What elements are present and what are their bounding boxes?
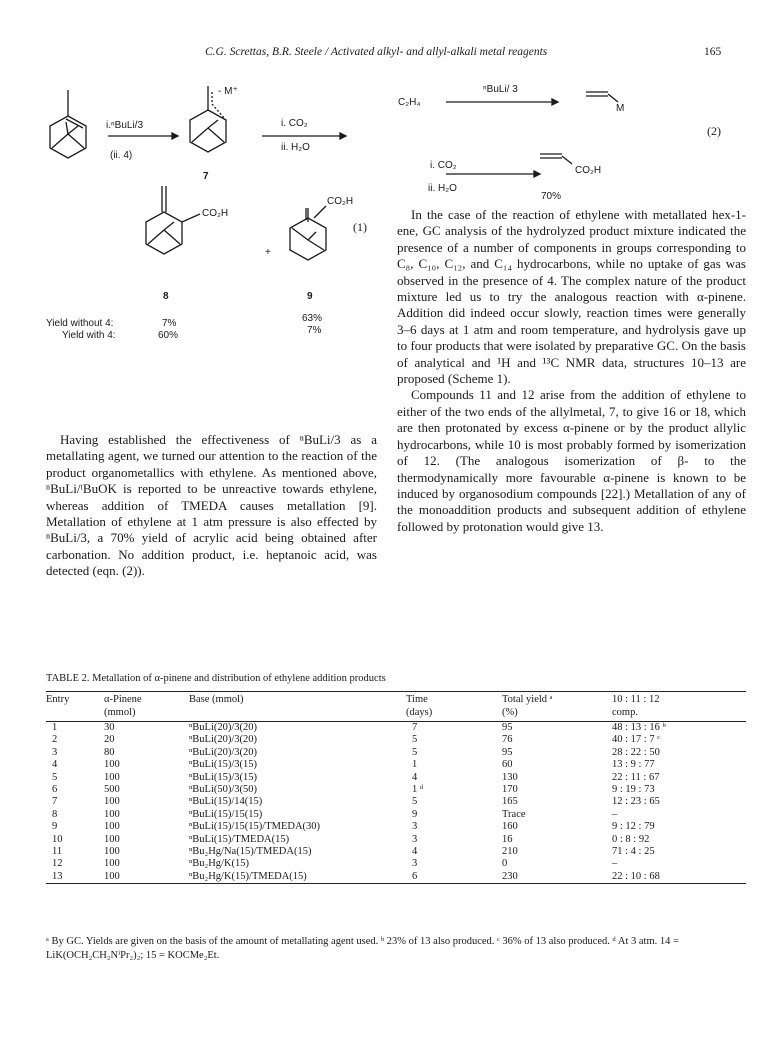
cell-entry: 12 bbox=[52, 858, 63, 870]
scheme1-reagent-top: i.ⁿBuLi/3 bbox=[106, 120, 144, 131]
product8-group: CO₂H bbox=[202, 208, 229, 219]
cell-entry: 13 bbox=[52, 870, 63, 882]
cell-yield: 170 bbox=[502, 784, 518, 796]
compound-label-7: 7 bbox=[203, 171, 209, 182]
cell-time: 9 bbox=[412, 808, 418, 820]
running-title: C.G. Screttas, B.R. Steele / Activated alkyl- and allyl-alkali metal reagents bbox=[205, 46, 548, 58]
cell-base: ⁿBuLi(15)/15(15)/TMEDA(30) bbox=[189, 821, 321, 833]
cell-composition: 13 : 9 : 77 bbox=[612, 759, 655, 771]
compound-label-9: 9 bbox=[307, 291, 313, 302]
cell-entry: 3 bbox=[52, 746, 58, 758]
cell-pinene: 100 bbox=[104, 846, 120, 858]
right-paragraph-2: Compounds 11 and 12 arise from the addition of ethylene to either of the two ends of the allylmetal, 7, to give 16 or 18, which are then protonated by excess α-pinene or by the product allylic hydrocarbons, while 10 is most probably formed by isomerization of 12. (The analogous isomerization of β- to the thermodynamically more favourable α-pinene is known to be induced by organosodium compounds [22].) Metallation of any of the monoaddition products and subsequent addition of ethylene followed by protonation would give 13. bbox=[397, 387, 746, 534]
left-column bbox=[46, 432, 377, 580]
cell-time: 4 bbox=[412, 846, 418, 858]
header-composition: 10 : 11 : 12 comp. bbox=[612, 694, 660, 718]
cell-entry: 10 bbox=[52, 833, 63, 845]
cell-entry: 7 bbox=[52, 796, 58, 808]
cell-composition: 40 : 17 : 7 ᶜ bbox=[612, 734, 660, 746]
table-row bbox=[46, 858, 746, 870]
cell-composition: – bbox=[612, 858, 618, 870]
yield8-without: 7% bbox=[162, 318, 177, 329]
cell-composition: 28 : 22 : 50 bbox=[612, 746, 660, 758]
yield-with-label: Yield with 4: bbox=[62, 330, 116, 341]
cell-yield: 160 bbox=[502, 821, 518, 833]
cell-pinene: 100 bbox=[104, 858, 120, 870]
cell-pinene: 100 bbox=[104, 796, 120, 808]
cell-base: ⁿBuLi(50)/3(50) bbox=[189, 784, 258, 796]
cell-yield: 60 bbox=[502, 759, 513, 771]
yield9-with: 7% bbox=[307, 325, 322, 336]
alpha-pinene-structure bbox=[50, 90, 86, 158]
scheme2-product: CO₂H bbox=[575, 165, 602, 176]
scheme1-reagent-bottom: (ii. 4) bbox=[110, 150, 133, 161]
cell-base: ⁿBuLi(15)/14(15) bbox=[189, 796, 263, 808]
table-row bbox=[46, 796, 746, 808]
cell-time: 5 bbox=[412, 734, 418, 746]
table-row bbox=[46, 722, 746, 735]
header-yield: Total yield ᵃ (%) bbox=[502, 694, 553, 718]
cell-time: 1 ᵈ bbox=[412, 784, 424, 796]
cell-yield: 16 bbox=[502, 833, 513, 845]
eq2-number: (2) bbox=[707, 124, 721, 138]
cell-base: ⁿBuLi(15)/3(15) bbox=[189, 771, 258, 783]
cell-base: ⁿBuLi(15)/TMEDA(15) bbox=[189, 833, 290, 845]
reaction-scheme-1 bbox=[40, 78, 380, 288]
cell-base: ⁿBuLi(20)/3(20) bbox=[189, 746, 258, 758]
cell-time: 5 bbox=[412, 796, 418, 808]
cell-pinene: 500 bbox=[104, 784, 120, 796]
cell-entry: 2 bbox=[52, 734, 58, 746]
cell-composition: 71 : 4 : 25 bbox=[612, 846, 655, 858]
scheme1-step-ii: ii. H₂O bbox=[281, 142, 310, 153]
cell-yield: 0 bbox=[502, 858, 508, 870]
cell-time: 5 bbox=[412, 746, 418, 758]
header-time: Time (days) bbox=[406, 694, 433, 718]
cell-base: ⁿBuLi(15)/15(15) bbox=[189, 808, 263, 820]
cell-pinene: 20 bbox=[104, 734, 115, 746]
table-2 bbox=[46, 691, 746, 884]
table-header-row bbox=[46, 692, 746, 722]
cell-yield: 165 bbox=[502, 796, 518, 808]
cell-time: 3 bbox=[412, 821, 418, 833]
cell-composition: 22 : 10 : 68 bbox=[612, 870, 660, 882]
cell-pinene: 100 bbox=[104, 870, 120, 882]
cell-time: 3 bbox=[412, 858, 418, 870]
cell-composition: 48 : 13 : 16 ᵇ bbox=[612, 722, 666, 733]
cell-base: ⁿBuLi(20)/3(20) bbox=[189, 734, 258, 746]
cell-yield: 210 bbox=[502, 846, 518, 858]
table-footnote: ᵃ By GC. Yields are given on the basis of the amount of metallating agent used. ᵇ 23% of 13 also produced. ᶜ 36% of 13 also produced. ᵈ At 3 atm. 14 = LiK(OCH₂CH₂NⁱPr₂)₂; 15 = KOCMe₂Et. bbox=[46, 936, 679, 961]
cell-entry: 6 bbox=[52, 784, 58, 796]
cell-base: ⁿBuLi(20)/3(20) bbox=[189, 722, 258, 733]
eq1-number: (1) bbox=[353, 220, 367, 234]
table-row bbox=[46, 784, 746, 796]
cell-pinene: 100 bbox=[104, 759, 120, 771]
cell-base: ⁿBu₂Hg/K(15) bbox=[189, 858, 250, 870]
table-row bbox=[46, 809, 746, 821]
table-row bbox=[46, 747, 746, 759]
cell-pinene: 80 bbox=[104, 746, 115, 758]
table-row bbox=[46, 871, 746, 884]
table-row bbox=[46, 734, 746, 746]
product-structure-8 bbox=[146, 186, 200, 254]
cell-time: 6 bbox=[412, 870, 418, 882]
cell-pinene: 100 bbox=[104, 808, 120, 820]
cell-yield: Trace bbox=[502, 808, 526, 820]
table-row bbox=[46, 772, 746, 784]
cell-composition: 0 : 8 : 92 bbox=[612, 833, 650, 845]
table-row bbox=[46, 759, 746, 771]
cell-entry: 4 bbox=[52, 759, 58, 771]
cell-pinene: 30 bbox=[104, 722, 115, 733]
left-paragraph-1: Having established the effectiveness of ⁿBuLi/3 as a metallating agent, we turned our attention to the reaction of the product organometallics with ethylene. As mentioned above, ⁿBuLi/ᵗBuOK is reported to be unreactive towards ethylene, whereas addition of TMEDA causes metallation [9]. Metallation of ethylene at 1 atm pressure is also effected by ⁿBuLi/3, a 70% yield of acrylic acid being obtained after carbonation. No addition product, i.e. heptanoic acid, was detected (eqn. (2)). bbox=[46, 432, 377, 579]
scheme2-yield: 70% bbox=[541, 191, 562, 202]
cell-yield: 230 bbox=[502, 870, 518, 882]
cell-base: ⁿBuLi(15)/3(15) bbox=[189, 759, 258, 771]
cell-entry: 1 bbox=[52, 722, 58, 733]
cell-yield: 130 bbox=[502, 771, 518, 783]
cell-entry: 5 bbox=[52, 771, 58, 783]
scheme1-step-i: i. CO₂ bbox=[281, 118, 308, 129]
page-number: 165 bbox=[704, 46, 722, 58]
plus-sign: + bbox=[265, 247, 271, 258]
cell-composition: – bbox=[612, 808, 618, 820]
header-pinene: α-Pinene (mmol) bbox=[104, 694, 142, 718]
cell-entry: 11 bbox=[52, 846, 63, 858]
scheme2-step-i: i. CO₂ bbox=[430, 160, 457, 171]
yield8-with: 60% bbox=[158, 330, 179, 341]
cell-pinene: 100 bbox=[104, 771, 120, 783]
cell-pinene: 100 bbox=[104, 833, 120, 845]
cell-composition: 12 : 23 : 65 bbox=[612, 796, 660, 808]
intermediate-metal: - M⁺ bbox=[218, 86, 238, 97]
scheme2-step-ii: ii. H₂O bbox=[428, 183, 457, 194]
compound-label-8: 8 bbox=[163, 291, 169, 302]
product9-group: CO₂H bbox=[327, 196, 354, 207]
cell-base: ⁿBu₂Hg/Na(15)/TMEDA(15) bbox=[189, 846, 312, 858]
cell-pinene: 100 bbox=[104, 821, 120, 833]
table-caption: TABLE 2. Metallation of α-pinene and distribution of ethylene addition products bbox=[46, 673, 386, 684]
yield-without-label: Yield without 4: bbox=[46, 318, 114, 329]
cell-composition: 22 : 11 : 67 bbox=[612, 771, 660, 783]
cell-entry: 8 bbox=[52, 808, 58, 820]
cell-yield: 76 bbox=[502, 734, 513, 746]
yield9-without: 63% bbox=[302, 313, 323, 324]
scheme2-reagent: ⁿBuLi/ 3 bbox=[483, 84, 518, 95]
cell-time: 1 bbox=[412, 759, 418, 771]
table-row bbox=[46, 821, 746, 833]
cell-time: 3 bbox=[412, 833, 418, 845]
cell-entry: 9 bbox=[52, 821, 58, 833]
reaction-scheme-2 bbox=[390, 78, 660, 198]
cell-composition: 9 : 19 : 73 bbox=[612, 784, 655, 796]
cell-time: 4 bbox=[412, 771, 418, 783]
cell-yield: 95 bbox=[502, 722, 513, 733]
cell-base: ⁿBu₂Hg/K(15)/TMEDA(15) bbox=[189, 870, 307, 882]
scheme2-start: C₂H₄ bbox=[398, 97, 421, 108]
header-entry: Entry bbox=[46, 694, 70, 705]
cell-time: 7 bbox=[412, 722, 418, 733]
table-row bbox=[46, 834, 746, 846]
right-column bbox=[397, 207, 746, 535]
table-row bbox=[46, 846, 746, 858]
product-structure-9 bbox=[290, 206, 326, 260]
scheme2-metal: M bbox=[616, 103, 625, 114]
header-base: Base (mmol) bbox=[189, 694, 244, 705]
cell-composition: 9 : 12 : 79 bbox=[612, 821, 655, 833]
right-paragraph-1: In the case of the reaction of ethylene with metallated hex-1-ene, GC analysis of the hydrolyzed product mixture indicated the presence of a number of components in groups corresponding to C₈, C₁₀, C₁₂, and C₁₄ hydrocarbons, while no uptake of gas was observed in the presence of 4. The complex nature of the product mixture led us to try the analogous reaction with α-pinene. Addition did indeed occur slowly, reaction times were generally 3–6 days at 1 atm and room temperature, and hydrolysis gave up to four products that were isolated by preparative GC. On the basis of analytical and ¹H and ¹³C NMR data, structures 10–13 are proposed (Scheme 1). bbox=[397, 207, 746, 387]
cell-yield: 95 bbox=[502, 746, 513, 758]
